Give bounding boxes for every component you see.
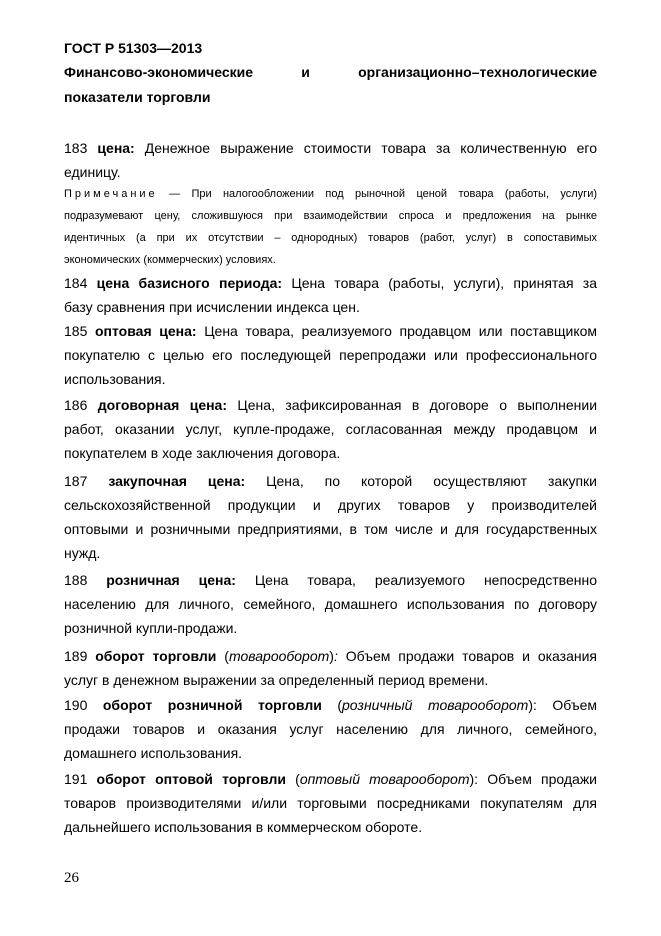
- standard-code: ГОСТ Р 51303—2013: [64, 40, 203, 56]
- term-190-line-1: 190 оборот розничной торговли (розничный товарооборот): Объем: [64, 697, 597, 713]
- term-186: договорная цена:: [97, 397, 228, 413]
- term-185-line-1: 185 оптовая цена: Цена товара, реализуемого продавцом или поставщиком: [64, 323, 598, 339]
- section-title-word-2: и: [301, 64, 310, 80]
- term-188-line-2: населению для личного, семейного, домашнего использования по договору: [64, 596, 597, 612]
- section-title-word-3: организационно–технологические: [358, 64, 597, 80]
- term-191: оборот оптовой торговли: [96, 771, 286, 787]
- note-line-3: идентичных (а при их отсутствии – однородных) товаров (работ, услуг) в сопоставимых: [64, 232, 597, 244]
- section-title-line-2: показатели торговли: [64, 89, 211, 105]
- term-190-line-2: продажи товаров и оказания услуг населению для личного, семейного,: [64, 721, 597, 737]
- section-title: [64, 64, 597, 80]
- term-185-line-2: покупателю с целью его последующей перепродажи или профессионального: [64, 347, 597, 363]
- term-188-line-1: 188 розничная цена: Цена товара, реализуемого непосредственно: [64, 572, 597, 588]
- term-183: цена:: [97, 140, 135, 156]
- term-185: оптовая цена:: [95, 323, 197, 339]
- section-title-word-1: Финансово-экономические: [64, 64, 254, 80]
- term-191-synonym: оптовый товарооборот: [299, 771, 470, 787]
- term-190-line-3: домашнего использования.: [64, 745, 243, 761]
- term-183-line-1: 183 цена: Денежное выражение стоимости товара за количественную его: [64, 140, 598, 156]
- term-187: закупочная цена:: [108, 473, 246, 489]
- term-186-line-2: работ, оказании услуг, купле-продаже, согласованная между продавцом и: [64, 421, 597, 437]
- term-189-line-1: 189 оборот торговли (товарооборот): Объем продажи товаров и оказания: [64, 648, 597, 664]
- term-189-synonym: товарооборот: [228, 648, 330, 664]
- term-191-line-2: товаров производителями и/или торговыми посредниками покупателям для: [64, 795, 597, 811]
- term-187-line-1: 187 закупочная цена: Цена, по которой осуществляют закупки: [64, 473, 598, 489]
- note-line-1: Примечание — При налогообложении под рыночной ценой товара (работы, услуги): [64, 188, 597, 200]
- note-line-2: подразумевают цену, сложившуюся при взаимодействии спроса и предложения на рынке: [64, 210, 597, 222]
- term-186-line-3: покупателем в ходе заключения договора.: [64, 445, 341, 461]
- term-184-line-2: базу сравнения при исчислении индекса цен.: [64, 299, 360, 315]
- term-187-line-3: оптовыми и розничными предприятиями, в том числе и для государственных: [64, 521, 597, 537]
- note-line-4: экономических (коммерческих) условиях.: [64, 254, 276, 266]
- term-187-line-4: нужд.: [64, 545, 101, 561]
- term-190: оборот розничной торговли: [102, 697, 322, 713]
- term-189: оборот торговли: [95, 648, 217, 664]
- term-186-line-1: 186 договорная цена: Цена, зафиксированная в договоре о выполнении: [64, 397, 598, 413]
- term-188: розничная цена:: [106, 572, 236, 588]
- term-191-line-1: 191 оборот оптовой торговли (оптовый товарооборот): Объем продажи: [64, 771, 597, 787]
- note-label: Примечание: [64, 188, 158, 200]
- term-183-line-2: единицу.: [64, 164, 121, 180]
- term-188-line-3: розничной купли-продажи.: [64, 620, 238, 636]
- page-number: 26: [64, 870, 79, 886]
- term-187-line-2: сельскохозяйственной продукции и других товаров у производителей: [64, 497, 597, 513]
- term-190-synonym: розничный товарооборот: [342, 697, 529, 713]
- term-189-line-2: услуг в денежном выражении за определенный период времени.: [64, 672, 489, 688]
- term-184: цена базисного периода:: [96, 275, 283, 291]
- term-184-line-1: 184 цена базисного периода: Цена товара (работы, услуги), принятая за: [64, 275, 598, 291]
- term-185-line-3: использования.: [64, 371, 166, 387]
- term-191-line-3: дальнейшего использования в коммерческом обороте.: [64, 819, 423, 835]
